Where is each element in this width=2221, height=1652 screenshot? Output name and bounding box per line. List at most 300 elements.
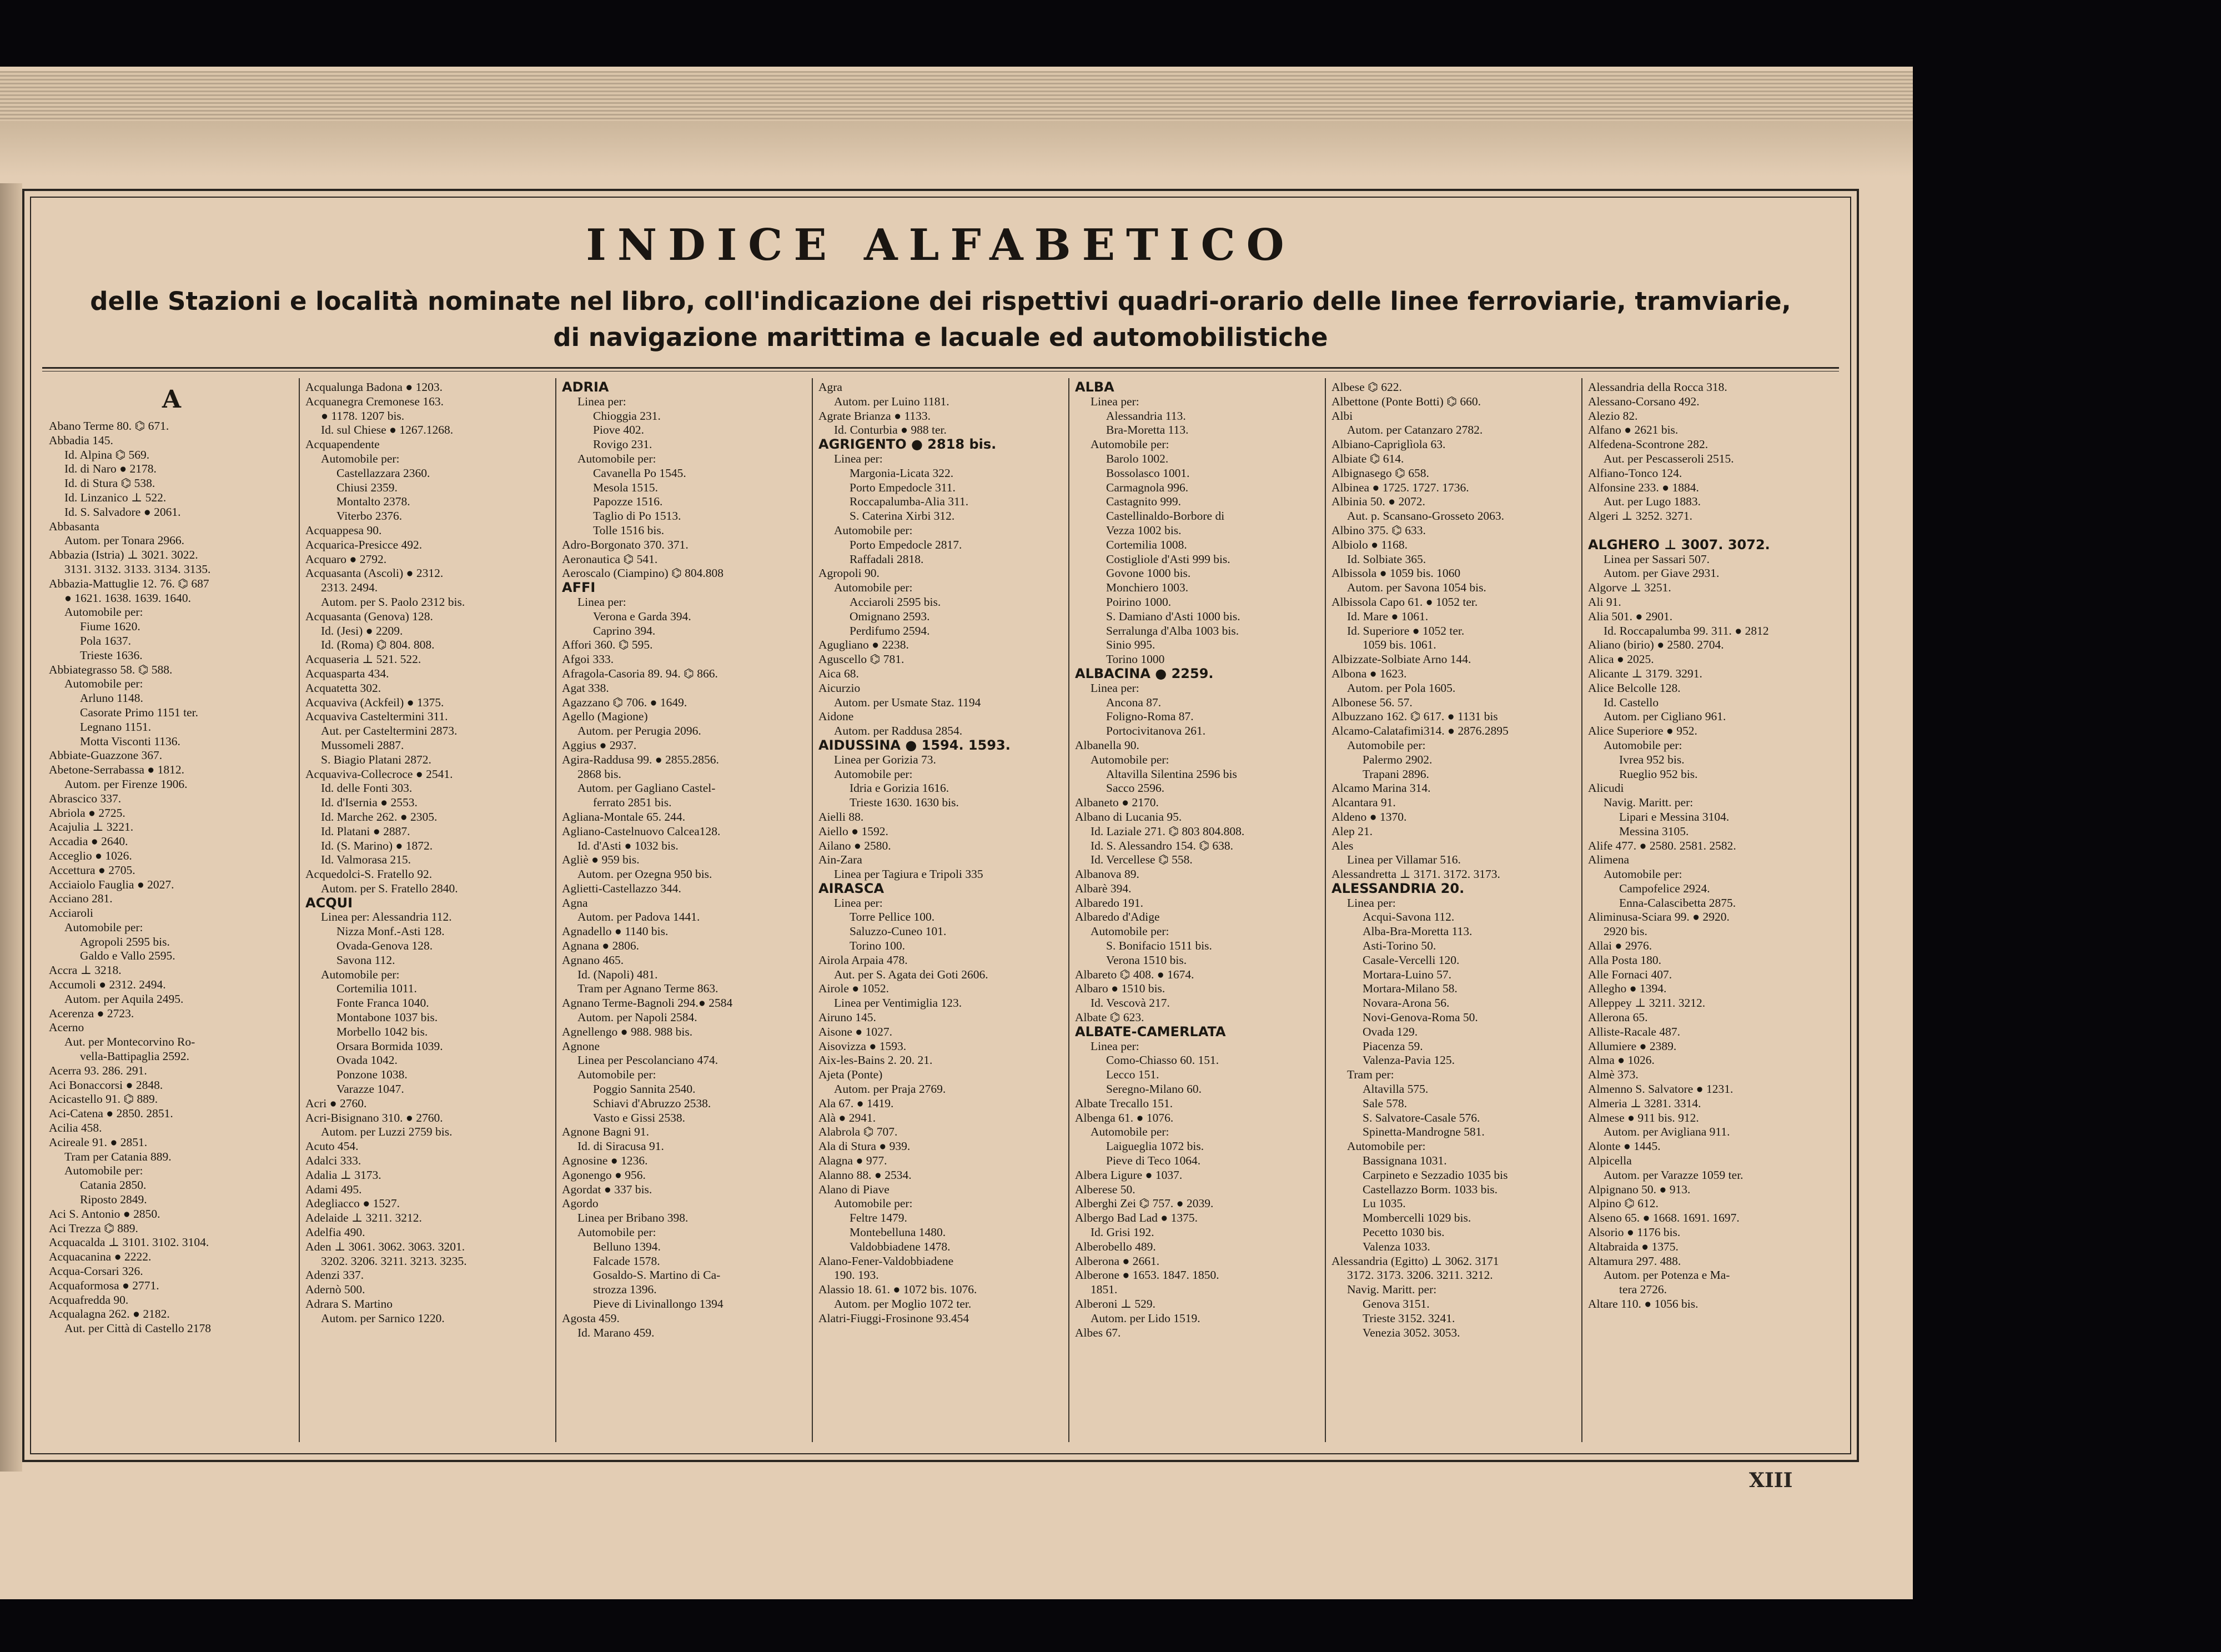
index-entry: Acciano 281.	[49, 892, 113, 906]
index-entry: Id. di Stura ⌬ 538.	[64, 476, 155, 490]
index-entry: Acciaroli	[49, 906, 93, 920]
index-entry: Automobile per:	[1347, 738, 1426, 752]
index-entry: Automobile per:	[1091, 438, 1169, 451]
index-entry: Alpicella	[1588, 1154, 1632, 1168]
index-entry: Cortemilia 1011.	[336, 982, 417, 996]
index-entry: Albizzate-Solbiate Arno 144.	[1331, 652, 1471, 666]
index-entry: Alessandria 113.	[1106, 409, 1186, 423]
index-entry: Lecco 151.	[1106, 1068, 1159, 1082]
index-entry: Albiate ⌬ 614.	[1331, 451, 1404, 465]
index-entry: Automobile per:	[1091, 925, 1169, 938]
index-entry: Id. Conturbia ● 988 ter.	[834, 423, 947, 437]
index-entry: Acquasparta 434.	[305, 666, 389, 680]
index-entry: Alessandria della Rocca 318.	[1588, 380, 1727, 394]
index-entry: Abriola ● 2725.	[49, 806, 125, 820]
index-entry: Abbazia (Istria) ⊥ 3021. 3022.	[49, 548, 198, 562]
index-entry: Acquappesa 90.	[305, 523, 382, 537]
index-entry: Albissola ● 1059 bis. 1060	[1331, 566, 1461, 580]
index-entry: Acquaformosa ● 2771.	[49, 1278, 159, 1292]
index-entry: Pieve di Livinallongo 1394	[593, 1297, 723, 1310]
index-entry: 3172. 3173. 3206. 3211. 3212.	[1347, 1268, 1493, 1282]
page-stack-edge	[0, 71, 1913, 121]
index-entry: Alagna ● 977.	[818, 1154, 887, 1168]
index-entry: Agnone	[562, 1039, 600, 1053]
index-entry: Alessandria (Egitto) ⊥ 3062. 3171	[1331, 1254, 1499, 1268]
index-entry: Montabone 1037 bis.	[336, 1011, 438, 1025]
index-entry: Autom. per Giave 2931.	[1604, 566, 1720, 580]
index-entry: Aielli 88.	[818, 810, 864, 824]
index-entry: Albettone (Ponte Botti) ⌬ 660.	[1331, 394, 1481, 408]
index-entry: Accadia ● 2640.	[49, 835, 128, 848]
index-entry: Autom. per S. Fratello 2840.	[321, 881, 458, 895]
index-entry: Albinia 50. ● 2072.	[1331, 495, 1425, 509]
index-entry: AGRIGENTO ● 2818 bis.	[818, 438, 997, 452]
index-entry: Omignano 2593.	[850, 609, 930, 623]
index-entry: Raffadali 2818.	[850, 552, 924, 566]
index-entry: Id. di Naro ● 2178.	[64, 462, 157, 476]
index-entry: 190. 193.	[834, 1268, 879, 1282]
index-entry: ALESSANDRIA 20.	[1331, 881, 1465, 896]
index-entry: Id. (S. Marino) ● 1872.	[321, 838, 433, 852]
index-entry: Costigliole d'Asti 999 bis.	[1106, 552, 1230, 566]
index-entry: Accettura ● 2705.	[49, 863, 135, 877]
index-subtitle-line2: di navigazione marittima e lacuale ed automobilistiche	[553, 323, 1328, 352]
index-entry: Castellazzo Borm. 1033 bis.	[1363, 1182, 1498, 1196]
index-entry: Acquarica-Presicce 492.	[305, 538, 423, 551]
index-entry: Montebelluna 1480.	[850, 1226, 946, 1239]
index-entry: Adalia ⊥ 3173.	[305, 1168, 381, 1182]
index-entry: Ajeta (Ponte)	[818, 1068, 883, 1082]
index-entry: Id. d'Isernia ● 2553.	[321, 796, 418, 810]
index-entry: Acquasanta (Genova) 128.	[305, 609, 433, 623]
index-entry: Alberone ● 1653. 1847. 1850.	[1075, 1268, 1219, 1282]
index-entry: Adro-Borgonato 370. 371.	[562, 538, 689, 551]
index-entry: Autom. per Varazze 1059 ter.	[1604, 1168, 1743, 1182]
index-entry: Autom. per Tonara 2966.	[64, 534, 185, 548]
index-entry: Agordat ● 337 bis.	[562, 1182, 652, 1196]
index-entry: ALBA	[1075, 380, 1114, 395]
index-column-4	[813, 378, 1069, 1442]
index-entry: Altare 110. ● 1056 bis.	[1588, 1297, 1699, 1310]
index-entry: Torino 100.	[850, 939, 906, 953]
index-entry: Acquaseria ⊥ 521. 522.	[305, 652, 421, 666]
index-entry: Navig. Maritt. per:	[1347, 1283, 1437, 1297]
index-entry: Autom. per Usmate Staz. 1194	[834, 695, 981, 709]
index-entry: Id. sul Chiese ● 1267.1268.	[321, 423, 454, 437]
index-entry: Acireale 91. ● 2851.	[49, 1135, 148, 1149]
index-entry: Adenzi 337.	[305, 1268, 364, 1282]
index-entry: Acquaro ● 2792.	[305, 552, 387, 566]
index-entry: Linea per:	[577, 394, 626, 408]
index-entry: Agnone Bagni 91.	[562, 1125, 650, 1139]
index-entry: Valdobbiadene 1478.	[850, 1239, 951, 1253]
index-entry: Acquaviva-Collecroce ● 2541.	[305, 767, 453, 781]
index-entry: Agrate Brianza ● 1133.	[818, 409, 931, 423]
index-entry: Ales	[1331, 838, 1354, 852]
index-entry: Legnano 1151.	[80, 720, 152, 734]
index-entry: Chioggia 231.	[593, 409, 661, 423]
index-entry: Tram per Agnano Terme 863.	[577, 982, 718, 996]
index-entry: Aci-Catena ● 2850. 2851.	[49, 1107, 173, 1121]
index-entry: Alimena	[1588, 853, 1630, 867]
index-entry: Foligno-Roma 87.	[1106, 710, 1194, 724]
index-entry: Albareto ⌬ 408. ● 1674.	[1075, 967, 1194, 981]
index-entry: Accra ⊥ 3218.	[49, 963, 122, 977]
index-entry: Carmagnola 996.	[1106, 480, 1189, 494]
index-entry: Ovada 1042.	[336, 1053, 398, 1067]
index-entry: Spinetta-Mandrogne 581.	[1363, 1125, 1485, 1139]
index-entry: Aldeno ● 1370.	[1331, 810, 1407, 824]
index-entry: Albino 375. ⌬ 633.	[1331, 523, 1426, 537]
index-entry: Alabrola ⌬ 707.	[818, 1125, 898, 1139]
index-entry: Schiavi d'Abruzzo 2538.	[593, 1096, 711, 1110]
index-entry: Alatri-Fiuggi-Frosinone 93.454	[818, 1311, 969, 1325]
index-entry: Abbadia 145.	[49, 433, 113, 447]
index-column-6	[1326, 378, 1582, 1442]
index-entry: Autom. per Praja 2769.	[834, 1082, 946, 1096]
index-entry: Acerno	[49, 1021, 84, 1035]
index-entry: Id. Mare ● 1061.	[1347, 609, 1429, 623]
index-entry: Falcade 1578.	[593, 1254, 660, 1268]
index-entry: Alsorio ● 1176 bis.	[1588, 1226, 1681, 1239]
index-entry: Verona 1510 bis.	[1106, 953, 1187, 967]
index-entry: Albonese 56. 57.	[1331, 695, 1413, 709]
index-entry: Acquanegra Cremonese 163.	[305, 394, 444, 408]
index-entry: Aut. per Montecorvino Ro-	[64, 1035, 195, 1049]
index-entry: 1851.	[1091, 1283, 1118, 1297]
index-entry: Autom. per Aquila 2495.	[64, 992, 184, 1006]
index-entry: ACQUI	[305, 896, 353, 911]
index-entry: Aica 68.	[818, 666, 859, 680]
index-entry: Altavilla 575.	[1363, 1082, 1429, 1096]
index-entry: Castellazzara 2360.	[336, 466, 430, 480]
index-entry: Portocivitanova 261.	[1106, 724, 1206, 738]
index-entry: Alla Posta 180.	[1588, 953, 1661, 967]
index-entry: Ain-Zara	[818, 853, 862, 867]
index-entry: Id. Linzanico ⊥ 522.	[64, 490, 167, 504]
index-entry: Alcamo Marina 314.	[1331, 781, 1431, 795]
index-entry: Autom. per Napoli 2584.	[577, 1011, 697, 1025]
index-entry: Alberghi Zei ⌬ 757. ● 2039.	[1075, 1197, 1214, 1211]
index-entry: Alano-Fener-Valdobbiadene	[818, 1254, 954, 1268]
index-entry: Id. Roccapalumba 99. 311. ● 2812	[1604, 624, 1769, 637]
index-entry: Agliana-Montale 65. 244.	[562, 810, 686, 824]
index-entry: Linea per: Alessandria 112.	[321, 910, 452, 924]
index-entry: Ovada-Genova 128.	[336, 939, 433, 953]
index-entry: Algorve ⊥ 3251.	[1588, 581, 1671, 595]
index-entry: 2920 bis.	[1604, 925, 1647, 938]
index-entry: Linea per Tagiura e Tripoli 335	[834, 867, 983, 881]
index-entry: Linea per Bribano 398.	[577, 1211, 689, 1225]
index-entry: Albate Trecallo 151.	[1075, 1096, 1173, 1110]
index-entry: S. Caterina Xirbi 312.	[850, 509, 955, 523]
index-entry: Alfedena-Scontrone 282.	[1588, 438, 1709, 451]
index-entry: Agna	[562, 896, 588, 910]
index-subtitle-line1: delle Stazioni e località nominate nel libro, coll'indicazione dei rispettivi quadri-orario delle linee ferroviarie, tramviarie,	[90, 287, 1791, 316]
index-entry: Albissola Capo 61. ● 1052 ter.	[1331, 595, 1478, 609]
index-entry: Agnano Terme-Bagnoli 294.● 2584	[562, 996, 733, 1010]
index-entry: Alba-Bra-Moretta 113.	[1363, 925, 1473, 938]
index-entry: Alep 21.	[1331, 824, 1373, 838]
index-entry: Agosta 459.	[562, 1311, 620, 1325]
index-entry: Como-Chiasso 60. 151.	[1106, 1053, 1219, 1067]
index-entry: Mussomeli 2887.	[321, 738, 404, 752]
index-entry: Automobile per:	[321, 967, 400, 981]
index-entry: Autom. per Sarnico 1220.	[321, 1311, 445, 1325]
index-entry: Aeroscalo (Ciampino) ⌬ 804.808	[562, 566, 724, 580]
index-entry: Automobile per:	[1604, 867, 1682, 881]
index-entry: Linea per:	[1091, 1039, 1139, 1053]
index-entry: Altavilla Silentina 2596 bis	[1106, 767, 1237, 781]
index-entry: Allumiere ● 2389.	[1588, 1039, 1677, 1053]
index-entry: Acri-Bisignano 310. ● 2760.	[305, 1111, 443, 1124]
index-entry: Fonte Franca 1040.	[336, 996, 429, 1010]
index-entry: Linea per:	[834, 896, 883, 910]
index-entry: Adrara S. Martino	[305, 1297, 393, 1310]
index-entry: Albenga 61. ● 1076.	[1075, 1111, 1174, 1124]
index-entry: Id. Solbiate 365.	[1347, 552, 1426, 566]
index-entry: Altabraida ● 1375.	[1588, 1239, 1679, 1253]
index-entry: Acquasanta (Ascoli) ● 2312.	[305, 566, 444, 580]
index-entry: Id. Marano 459.	[577, 1325, 655, 1339]
index-entry: Papozze 1516.	[593, 495, 663, 509]
index-entry: Agordo	[562, 1197, 599, 1211]
index-entry: Roccapalumba-Alia 311.	[850, 495, 969, 509]
index-entry: strozza 1396.	[593, 1283, 657, 1297]
index-entry: Autom. per S. Paolo 2312 bis.	[321, 595, 465, 609]
index-entry: Cortemilia 1008.	[1106, 538, 1187, 551]
index-entry: Aut. per Pescasseroli 2515.	[1604, 451, 1734, 465]
index-entry: Alfiano-Tonco 124.	[1588, 466, 1682, 480]
index-entry: ALBATE-CAMERLATA	[1075, 1025, 1226, 1040]
index-entry: Belluno 1394.	[593, 1239, 661, 1253]
index-entry: Alessandretta ⊥ 3171. 3172. 3173.	[1331, 867, 1500, 881]
index-entry: Automobile per:	[577, 451, 656, 465]
index-entry: Automobile per:	[834, 1197, 913, 1211]
index-entry: Almeria ⊥ 3281. 3314.	[1588, 1096, 1701, 1110]
index-entry: Porto Empedocle 311.	[850, 480, 956, 494]
index-entry: Allegho ● 1394.	[1588, 982, 1667, 996]
index-entry: Aggius ● 2937.	[562, 738, 637, 752]
index-column-2	[300, 378, 556, 1442]
index-entry: Nizza Monf.-Asti 128.	[336, 925, 445, 938]
index-entry: Aliano (birio) ● 2580. 2704.	[1588, 638, 1724, 652]
index-entry: Porto Empedocle 2817.	[850, 538, 962, 551]
index-entry: Aglietti-Castellazzo 344.	[562, 881, 681, 895]
index-entry: Agropoli 90.	[818, 566, 880, 580]
index-entry: Alezio 82.	[1588, 409, 1638, 423]
index-entry: Montalto 2378.	[336, 495, 410, 509]
index-entry: Acqua-Corsari 326.	[49, 1264, 143, 1278]
index-entry: Agonengo ● 956.	[562, 1168, 646, 1182]
index-entry: Vasto e Gissi 2538.	[593, 1111, 686, 1124]
index-entry: Alica ● 2025.	[1588, 652, 1654, 666]
index-entry: Carpineto e Sezzadio 1035 bis	[1363, 1168, 1508, 1182]
index-entry: Alliste-Racale 487.	[1588, 1025, 1680, 1038]
index-entry: Alice Superiore ● 952.	[1588, 724, 1697, 738]
index-entry: Autom. per Pola 1605.	[1347, 681, 1456, 695]
index-entry: ferrato 2851 bis.	[593, 796, 672, 810]
index-entry: Mortara-Luino 57.	[1363, 967, 1452, 981]
index-entry: Alonte ● 1445.	[1588, 1139, 1661, 1153]
index-entry: Abano Terme 80. ⌬ 671.	[49, 419, 169, 433]
index-entry: Mesola 1515.	[593, 480, 659, 494]
index-entry: Bassignana 1031.	[1363, 1154, 1447, 1168]
index-entry: Linea per:	[1091, 394, 1139, 408]
index-entry: Autom. per Savona 1054 bis.	[1347, 581, 1486, 595]
index-column-7	[1582, 378, 1838, 1442]
index-entry: Afragola-Casoria 89. 94. ⌬ 866.	[562, 666, 718, 680]
index-entry: Alessano-Corsano 492.	[1588, 394, 1700, 408]
index-entry: Almese ● 911 bis. 912.	[1588, 1111, 1699, 1124]
index-entry: ALBACINA ● 2259.	[1075, 666, 1214, 681]
index-entry: Id. Superiore ● 1052 ter.	[1347, 624, 1465, 637]
index-entry: Id. Alpina ⌬ 569.	[64, 448, 150, 461]
index-entry: Aut. per Città di Castello 2178	[64, 1322, 211, 1335]
index-entry: Alife 477. ● 2580. 2581. 2582.	[1588, 838, 1736, 852]
index-entry: Linea per Ventimiglia 123.	[834, 996, 962, 1010]
index-entry: Acciaroli 2595 bis.	[850, 595, 941, 609]
index-entry: Albaro ● 1510 bis.	[1075, 982, 1165, 996]
index-entry: Automobile per:	[64, 920, 143, 934]
index-entry: Seregno-Milano 60.	[1106, 1082, 1202, 1096]
index-entry: Morbello 1042 bis.	[336, 1025, 428, 1038]
index-entry: Alanno 88. ● 2534.	[818, 1168, 912, 1182]
index-entry: Automobile per:	[64, 1164, 143, 1178]
index-entry: Afgoi 333.	[562, 652, 614, 666]
index-entry: Automobile per:	[64, 677, 143, 691]
index-entry: Autom. per Catanzaro 2782.	[1347, 423, 1483, 437]
index-entry: Albuzzano 162. ⌬ 617. ● 1131 bis	[1331, 710, 1498, 724]
index-entry: Linea per Sassari 507.	[1604, 552, 1710, 566]
index-entry: Acicastello 91. ⌬ 889.	[49, 1092, 158, 1106]
index-entry: Albate ⌬ 623.	[1075, 1011, 1144, 1025]
index-entry: Casale-Vercelli 120.	[1363, 953, 1460, 967]
index-entry: 2313. 2494.	[321, 581, 378, 595]
index-entry: 3131. 3132. 3133. 3134. 3135.	[64, 562, 211, 576]
index-entry: Monchiero 1003.	[1106, 581, 1189, 595]
index-entry: Adalci 333.	[305, 1154, 361, 1168]
index-entry: Piacenza 59.	[1363, 1039, 1423, 1053]
header-rule	[42, 367, 1839, 371]
index-frame	[22, 189, 1859, 1462]
index-entry: Motta Visconti 1136.	[80, 734, 180, 748]
index-entry: Verona e Garda 394.	[593, 609, 691, 623]
index-entry: Acquedolci-S. Fratello 92.	[305, 867, 433, 881]
index-entry: Abbiategrasso 58. ⌬ 588.	[49, 662, 173, 676]
index-entry: Acuto 454.	[305, 1139, 359, 1153]
index-entry: Autom. per Potenza e Ma-	[1604, 1268, 1730, 1282]
index-entry: Agat 338.	[562, 681, 609, 695]
index-entry: Alice Belcolle 128.	[1588, 681, 1681, 695]
index-entry: ● 1178. 1207 bis.	[321, 409, 405, 423]
index-entry: S. Bonifacio 1511 bis.	[1106, 939, 1212, 953]
index-entry: Albanella 90.	[1075, 738, 1139, 752]
index-entry: Alberese 50.	[1075, 1182, 1135, 1196]
index-entry: Arluno 1148.	[80, 691, 143, 705]
index-entry: Albera Ligure ● 1037.	[1075, 1168, 1183, 1182]
index-entry: Automobile per:	[321, 451, 400, 465]
index-entry: Alseno 65. ● 1668. 1691. 1697.	[1588, 1211, 1740, 1225]
index-entry: Agnana ● 2806.	[562, 939, 639, 953]
index-entry: Aisovizza ● 1593.	[818, 1039, 907, 1053]
index-entry: Albarè 394.	[1075, 881, 1132, 895]
index-entry: Fiume 1620.	[80, 620, 140, 634]
page-number: XIII	[1749, 1469, 1793, 1492]
index-entry: Allerona 65.	[1588, 1011, 1648, 1025]
index-entry: Aut. per S. Agata dei Goti 2606.	[834, 967, 988, 981]
index-entry: Acri ● 2760.	[305, 1096, 367, 1110]
index-entry: Aguscello ⌬ 781.	[818, 652, 905, 666]
index-entry: Agra	[818, 380, 842, 394]
index-entry: Automobile per:	[64, 605, 143, 619]
index-entry: Varazze 1047.	[336, 1082, 404, 1096]
index-entry: Acquaviva Casteltermini 311.	[305, 710, 448, 724]
index-entry: Viterbo 2376.	[336, 509, 403, 523]
index-entry: Aci Trezza ⌬ 889.	[49, 1221, 138, 1235]
index-entry: Tolle 1516 bis.	[593, 523, 665, 537]
index-entry: Autom. per Padova 1441.	[577, 910, 700, 924]
index-entry: Id. Grisi 192.	[1091, 1226, 1154, 1239]
index-entry: Novi-Genova-Roma 50.	[1363, 1011, 1478, 1025]
index-entry: Albese ⌬ 622.	[1331, 380, 1402, 394]
index-entry: AIRASCA	[818, 881, 885, 896]
index-entry: Agazzano ⌬ 706. ● 1649.	[562, 695, 687, 709]
index-entry: Automobile per:	[834, 523, 913, 537]
index-entry: Valenza-Pavia 125.	[1363, 1053, 1455, 1067]
index-entry: Aut. p. Scansano-Grosseto 2063.	[1347, 509, 1505, 523]
index-entry: Automobile per:	[1347, 1139, 1426, 1153]
index-entry: Automobile per:	[834, 581, 913, 595]
index-entry: Aden ⊥ 3061. 3062. 3063. 3201.	[305, 1239, 465, 1253]
index-entry: ADRIA	[562, 380, 609, 395]
index-entry: Alberobello 489.	[1075, 1239, 1156, 1253]
index-entry: Linea per:	[1091, 681, 1139, 695]
index-entry: Agnellengo ● 988. 988 bis.	[562, 1025, 693, 1038]
index-entry: Autom. per Cigliano 961.	[1604, 710, 1726, 724]
index-entry: Airole ● 1052.	[818, 982, 890, 996]
index-entry: Aisone ● 1027.	[818, 1025, 893, 1038]
index-entry: Agliè ● 959 bis.	[562, 853, 640, 867]
index-entry: Adelaide ⊥ 3211. 3212.	[305, 1211, 422, 1225]
index-entry: Castellinaldo-Borbore di	[1106, 509, 1225, 523]
index-entry: Autom. per Avigliana 911.	[1604, 1125, 1730, 1139]
index-entry: Genova 3151.	[1363, 1297, 1430, 1310]
index-entry: Margonia-Licata 322.	[850, 466, 954, 480]
index-entry: Torre Pellice 100.	[850, 910, 935, 924]
index-entry: Id. delle Fonti 303.	[321, 781, 413, 795]
index-entry: Palermo 2902.	[1363, 752, 1433, 766]
section-letter: A	[162, 385, 182, 414]
index-entry: Albano di Lucania 95.	[1075, 810, 1182, 824]
index-entry	[1588, 524, 1833, 538]
index-entry: Airuno 145.	[818, 1011, 876, 1025]
index-entry: Autom. per Perugia 2096.	[577, 724, 701, 738]
index-entry: Id. d'Asti ● 1032 bis.	[577, 838, 679, 852]
index-entry: Alberona ● 2661.	[1075, 1254, 1160, 1268]
index-entry: Gosaldo-S. Martino di Ca-	[593, 1268, 721, 1282]
index-entry: Bra-Moretta 113.	[1106, 423, 1189, 437]
index-entry: AIDUSSINA ● 1594. 1593.	[818, 738, 1011, 753]
index-entry: 3202. 3206. 3211. 3213. 3235.	[321, 1254, 467, 1268]
index-entry: Sinio 995.	[1106, 638, 1155, 652]
index-entry: Acceglio ● 1026.	[49, 848, 132, 862]
index-entry: Alcantara 91.	[1331, 796, 1396, 810]
index-entry: Id. di Siracusa 91.	[577, 1139, 664, 1153]
index-entry: Aliminusa-Sciara 99. ● 2920.	[1588, 910, 1730, 924]
index-entry: Acqualunga Badona ● 1203.	[305, 380, 443, 394]
index-entry: Tram per:	[1347, 1068, 1394, 1082]
